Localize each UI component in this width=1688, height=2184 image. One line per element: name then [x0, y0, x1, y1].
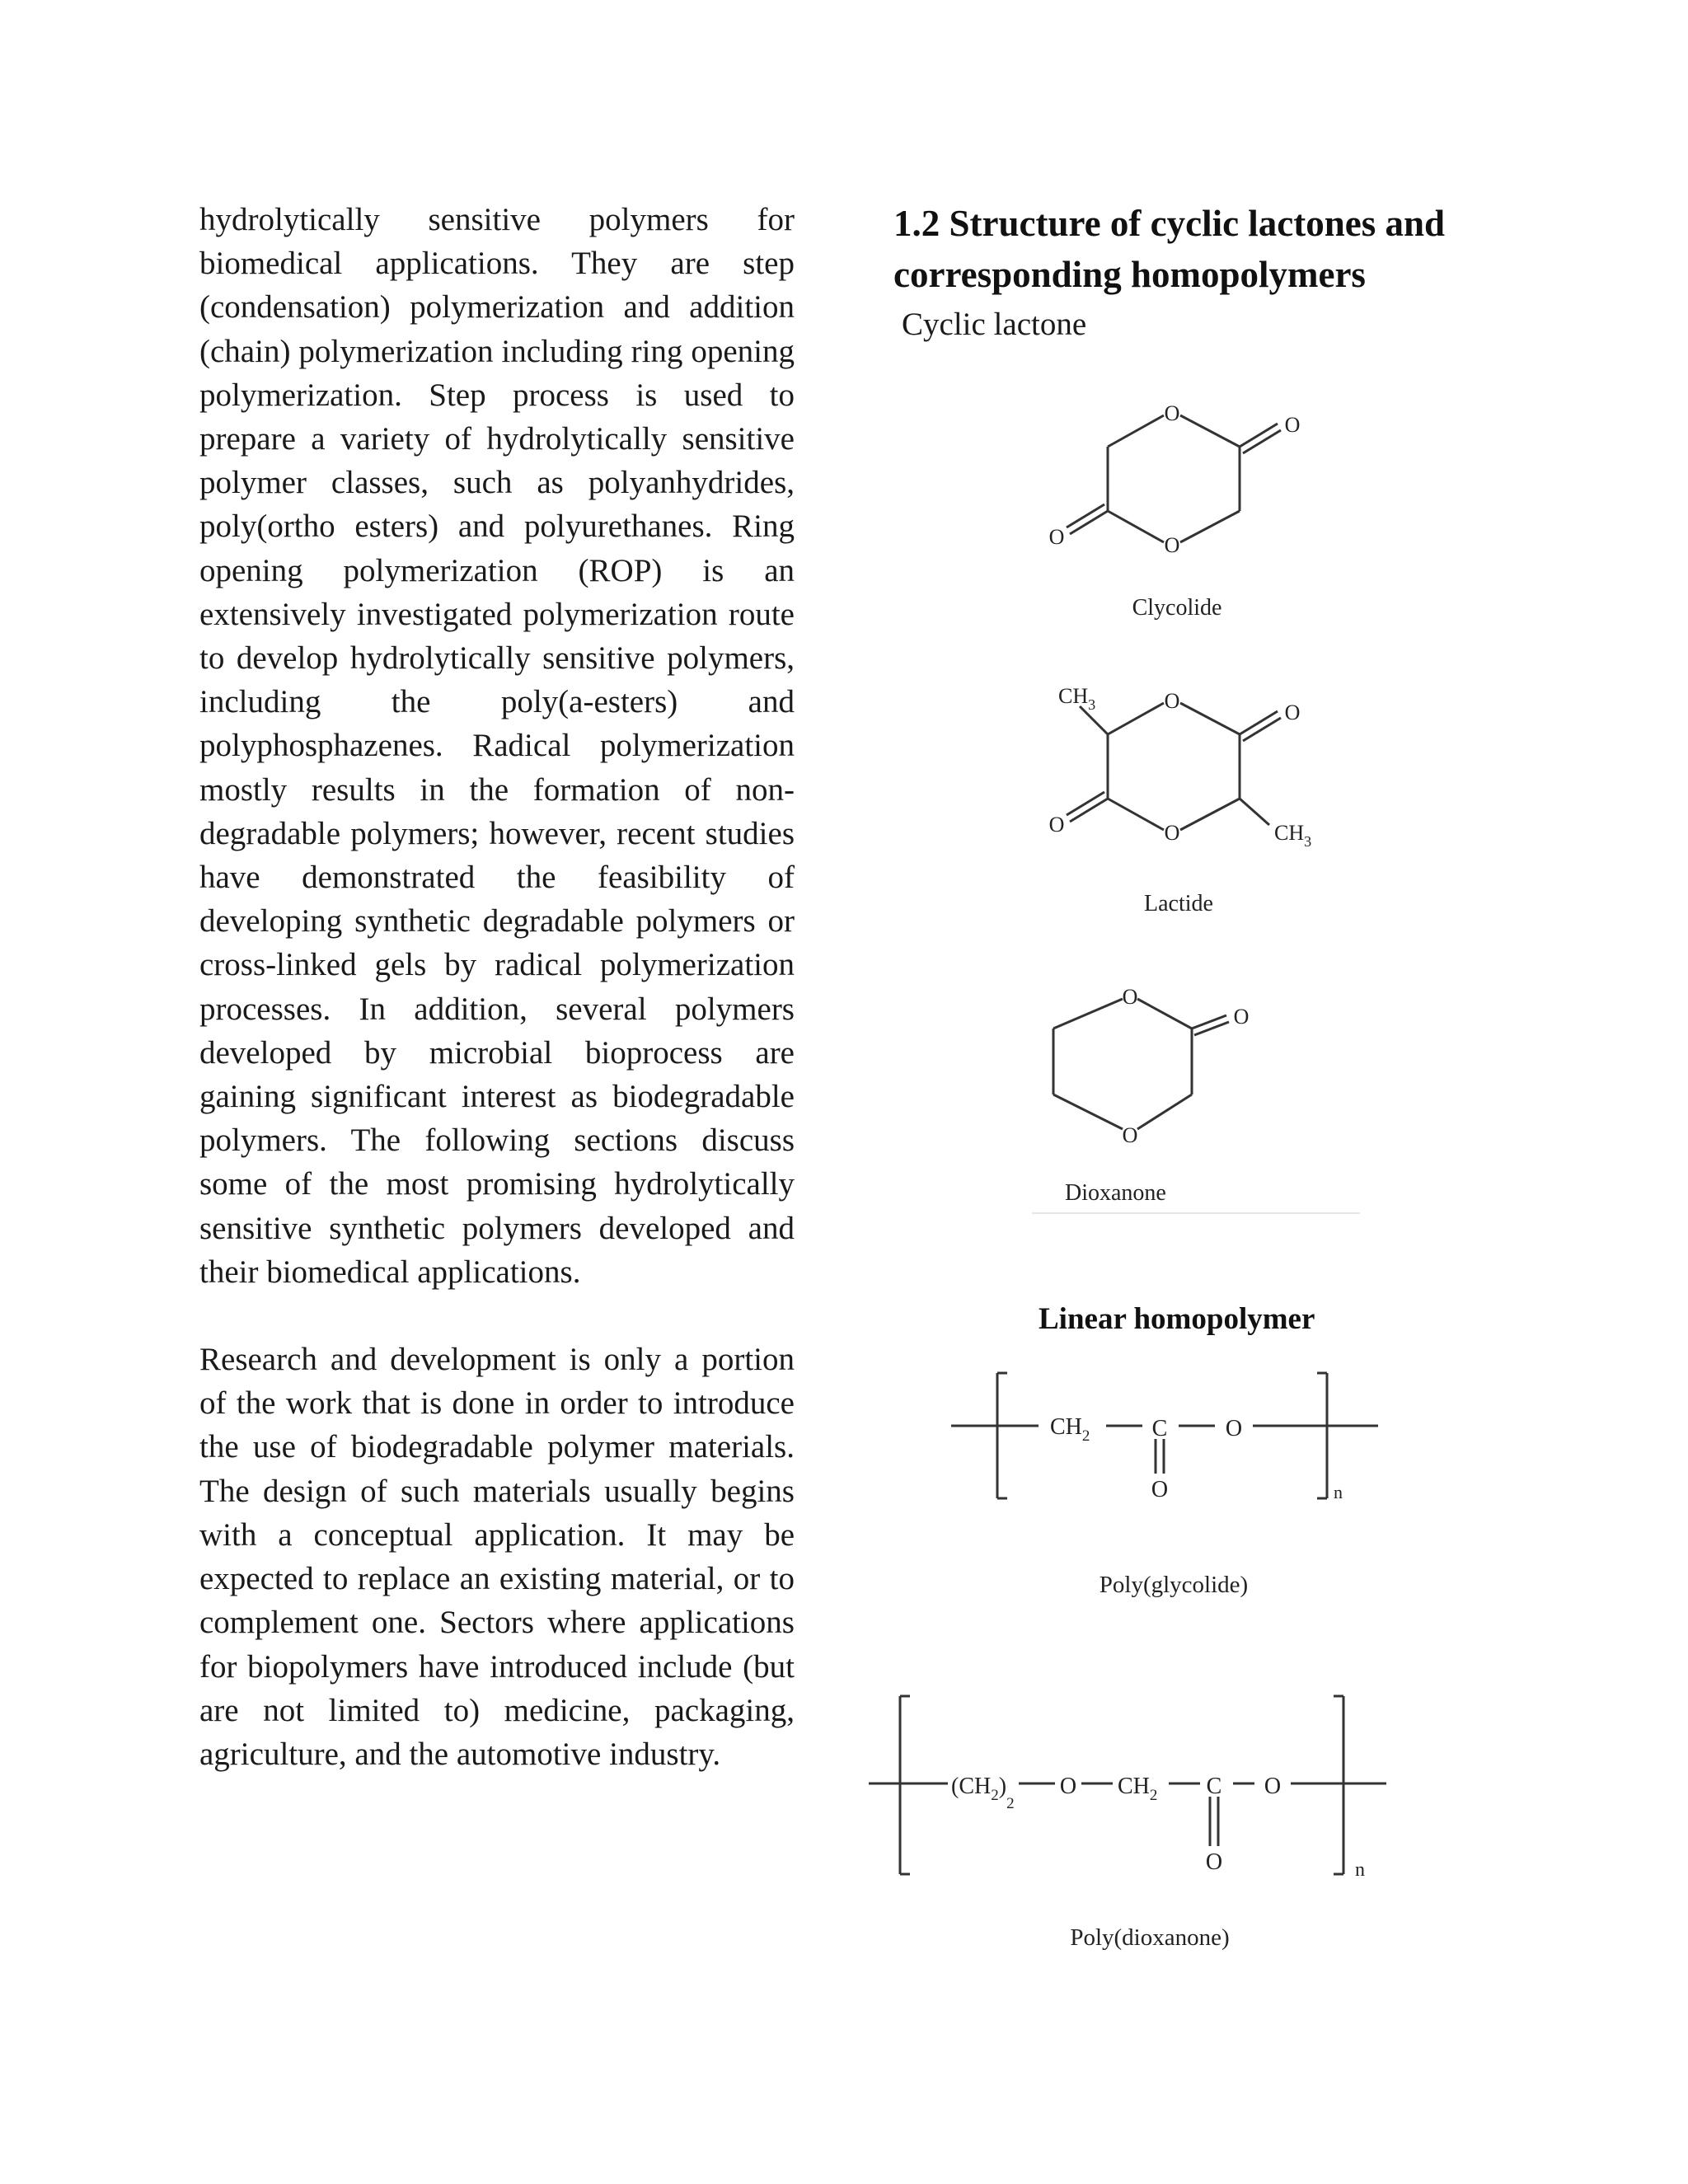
- cyclic-lactone-subheading: Cyclic lactone: [902, 307, 1087, 342]
- lactide-carbonyl-oxygen-left: O: [1048, 813, 1065, 837]
- poly-dioxanone-ether-oxygen: O: [1059, 1774, 1077, 1799]
- section-title: 1.2 Structure of cyclic lactones and corresponding homopolymers: [893, 203, 1446, 295]
- lactide-methyl-left: $CH_3$: [1058, 684, 1096, 713]
- poly-glycolide-ester-oxygen: O: [1225, 1416, 1243, 1441]
- linear-homopolymer-heading: Linear homopolymer: [1039, 1302, 1315, 1336]
- dioxanone-ring-oxygen-bottom: O: [1122, 1123, 1138, 1147]
- poly-glycolide-structure: [940, 1368, 1401, 1615]
- lactide-carbonyl-oxygen-right: O: [1284, 701, 1301, 724]
- paragraph-research: Research and development is only a portion of the work that is done in order to introduce the use of biodegradable polymer materials. The design of such materials usually begins with a conceptual application. It may be expected to replace an existing material, or to complement one. Sectors where applications for biopolymers have introduced include (but are not limited to) medicine, packaging, agriculture, and the automotive industry.: [199, 1342, 795, 1772]
- lactide-label: Lactide: [1144, 891, 1213, 916]
- poly-glycolide-carbonyl-oxygen: O: [1151, 1477, 1169, 1502]
- poly-dioxanone-ethylene-group: $(CH_2)_2$: [951, 1774, 1015, 1812]
- glycolide-ring: [1030, 387, 1343, 626]
- poly-glycolide-label: Poly(glycolide): [1099, 1572, 1249, 1598]
- lactide-ring-oxygen-top: O: [1164, 689, 1180, 713]
- glycolide-ring-oxygen-top: O: [1164, 401, 1180, 425]
- figure-column: [893, 198, 1520, 344]
- poly-dioxanone-label: Poly(dioxanone): [1070, 1924, 1230, 1951]
- dioxanone-label: Dioxanone: [1065, 1180, 1166, 1206]
- poly-glycolide-methylene: $CH_2$: [1050, 1414, 1090, 1445]
- poly-glycolide-carbon: C: [1151, 1416, 1168, 1441]
- dioxanone-ring-oxygen-top: O: [1122, 985, 1138, 1009]
- lactide-methyl-right: $CH_3$: [1274, 821, 1312, 850]
- lactide-structure: [1030, 672, 1343, 935]
- glycolide-ring-oxygen-bottom: O: [1164, 533, 1180, 557]
- paragraph-polymerization: hydrolytically sensitive polymers for biomedical applications. They are step (condensation) polymerization and addition (chain) polymerization including ring opening polymerization. Step process is used to prepare a variety of hydrolytically sensitive polymer classes, such as polyanhydrides, poly(ortho esters) and polyurethanes. Ring opening polymerization (ROP) is an extensively investigated polymerization route to develop hydrolytically sensitive polymers, including the poly(a-esters) and polyphosphazenes. Radical polymerization mostly results in the formation of non-degradable polymers; however, recent studies have demonstrated the feasibility of developing synthetic degradable polymers or cross-linked gels by radical polymerization processes. In addition, several polymers developed by microbial bioprocess are gaining significant interest as biodegradable polymers. The following sections discuss some of the most promising hydrolytically sensitive synthetic polymers developed and their biomedical applications.: [199, 202, 795, 1290]
- dioxanone-carbonyl-oxygen: O: [1233, 1005, 1250, 1029]
- poly-dioxanone-carbon: C: [1206, 1774, 1222, 1799]
- poly-dioxanone-repeat-n: n: [1355, 1859, 1365, 1881]
- dioxanone-structure: [1030, 972, 1376, 1220]
- lactide-ring-oxygen-bottom: O: [1164, 821, 1180, 845]
- body-text-column: [199, 198, 795, 1776]
- poly-dioxanone-ester-oxygen: O: [1264, 1774, 1282, 1799]
- poly-dioxanone-methylene: $CH_2$: [1118, 1774, 1158, 1804]
- glycolide-carbonyl-oxygen-right: O: [1284, 413, 1301, 437]
- poly-dioxanone-structure: [865, 1691, 1401, 1971]
- glycolide-carbonyl-oxygen-left: O: [1048, 525, 1065, 549]
- poly-glycolide-repeat-n: n: [1334, 1482, 1343, 1502]
- glycolide-label: Clycolide: [1132, 595, 1222, 621]
- poly-dioxanone-carbonyl-oxygen: O: [1205, 1849, 1223, 1875]
